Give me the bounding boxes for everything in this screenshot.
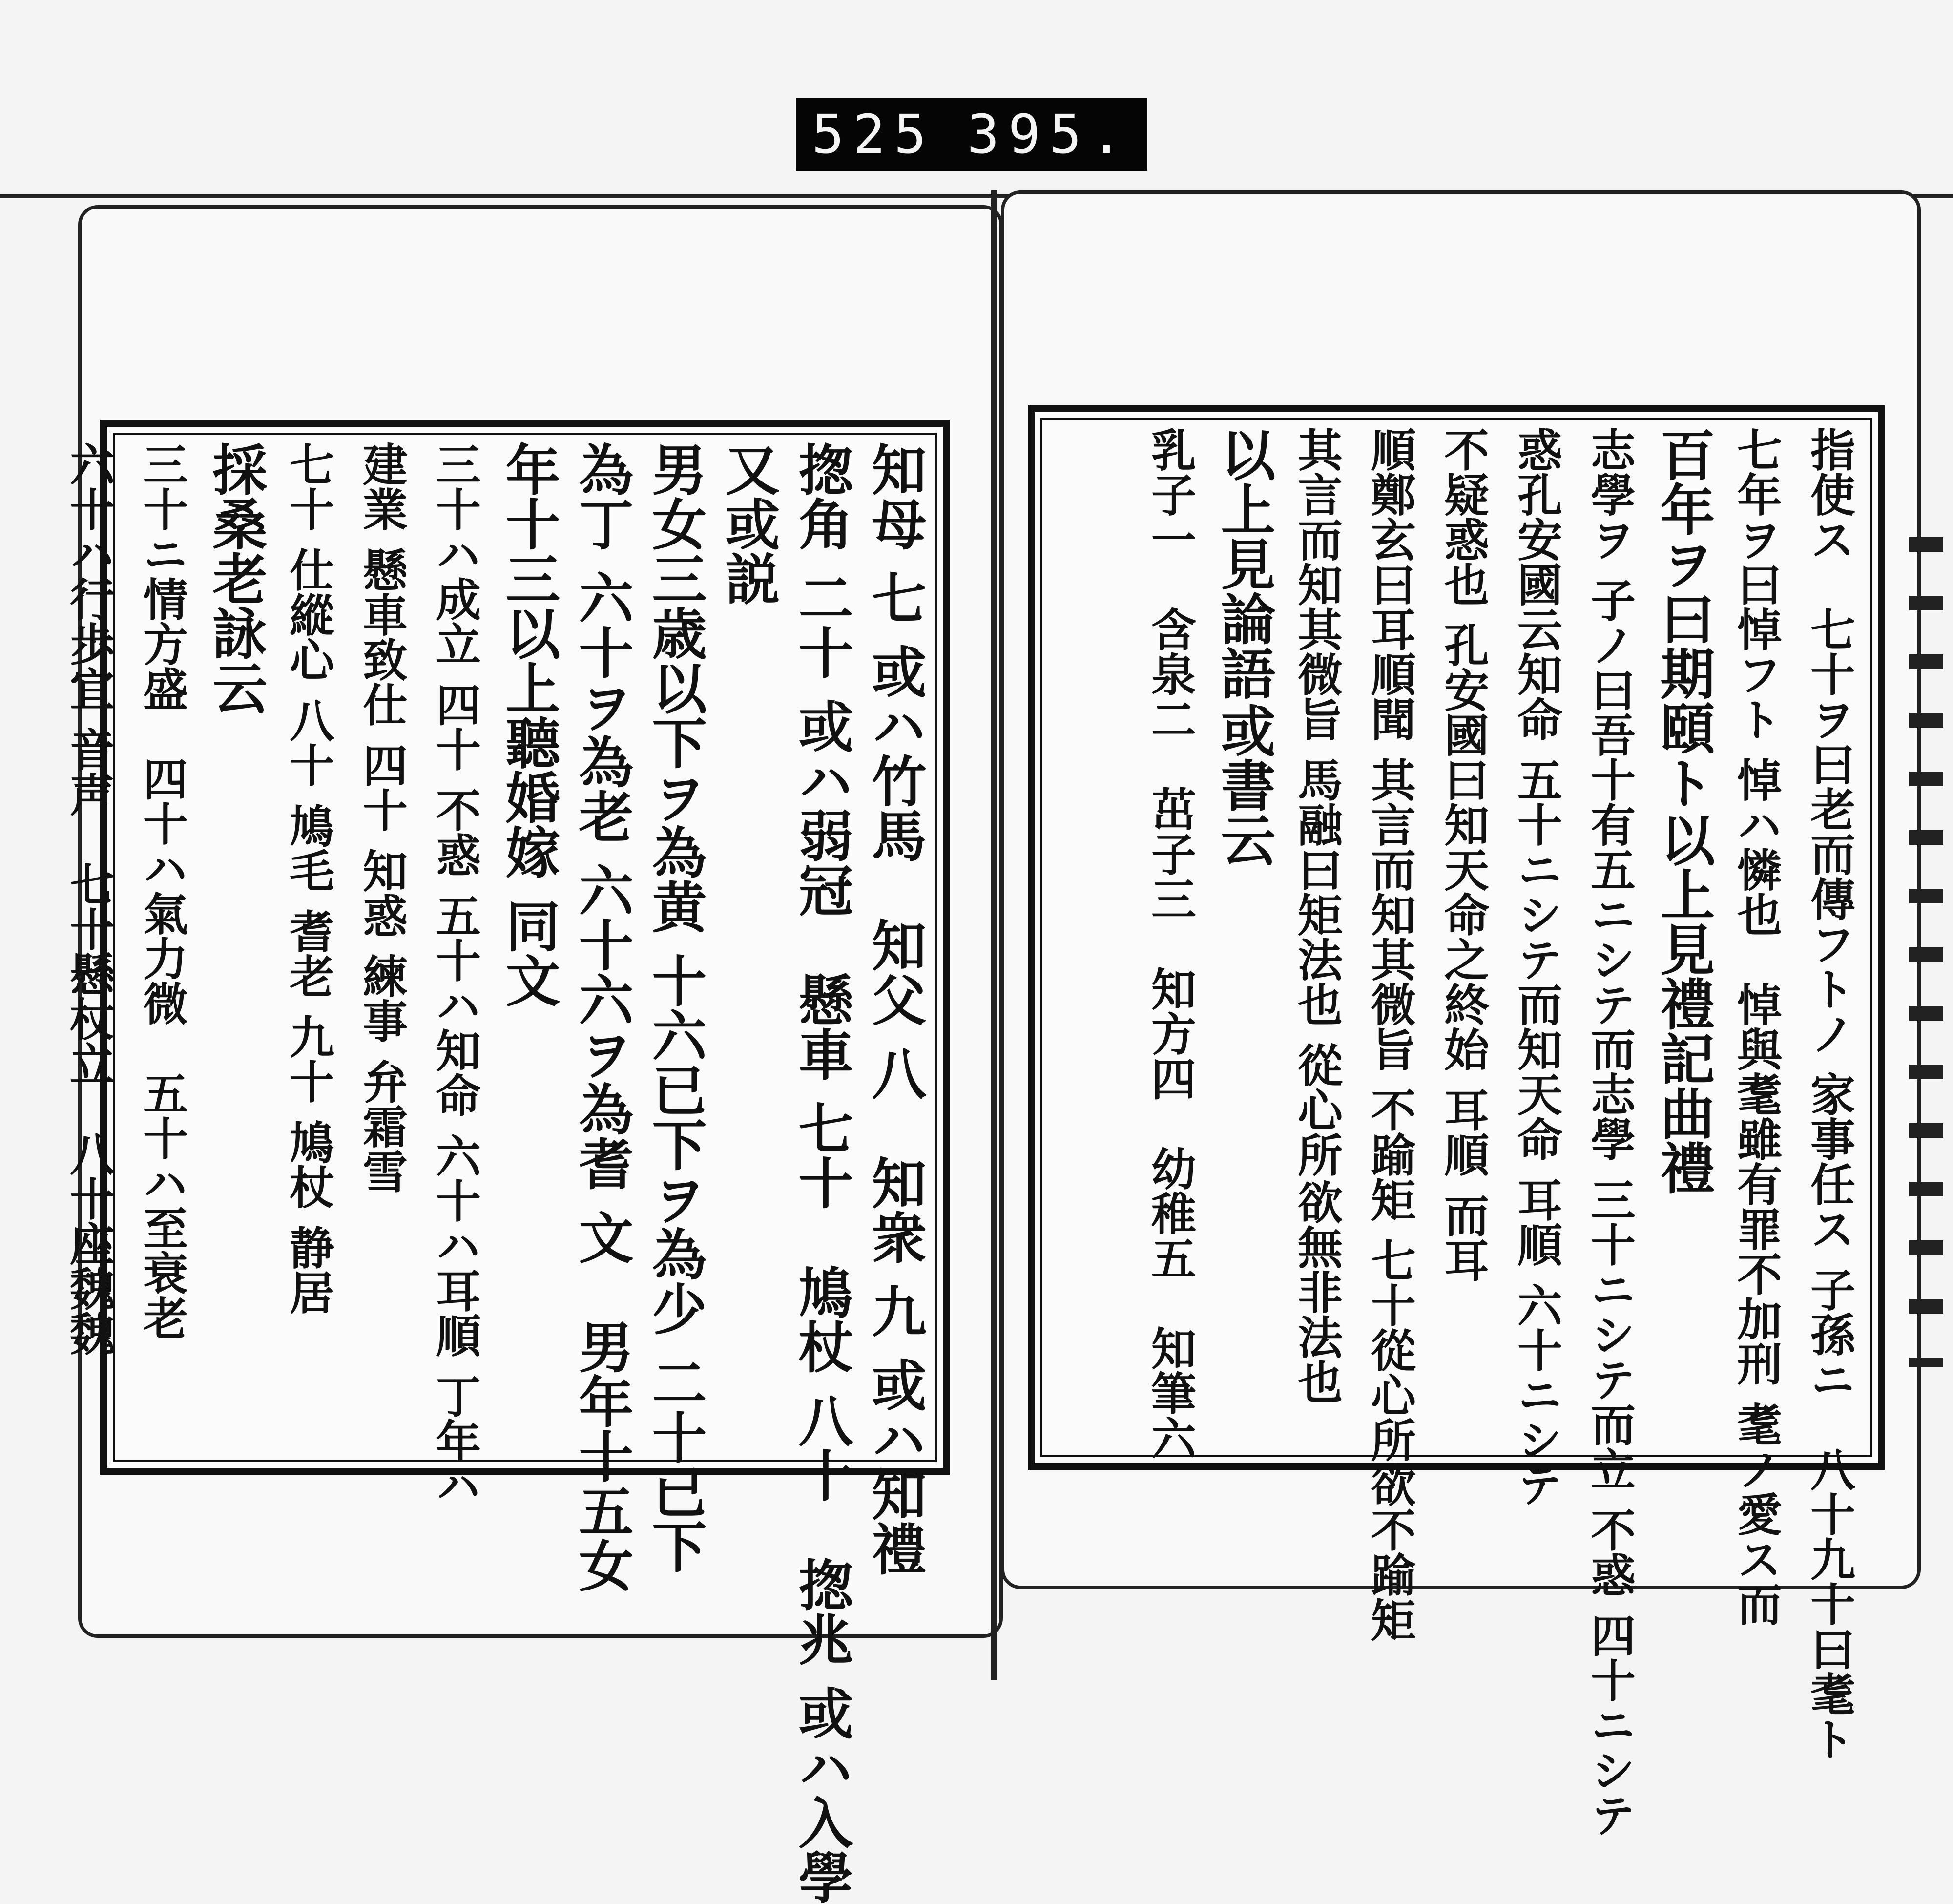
right-col-9: 其言而知其微旨 馬融曰矩法也 從心所 <box>1290 427 1343 1177</box>
right-col-11: 以上見論語 <box>1212 427 1276 700</box>
right-col-2: 七年ヲ曰悼フト 悼ハ憐也 悼與耄雖有罪不加刑 耄ノ愛ス而 <box>1730 427 1783 1627</box>
right-col-4: 以上見禮記曲禮 <box>1651 812 1715 1195</box>
left-page-text-block <box>62 420 950 1904</box>
right-col-3: 百年ヲ曰期頤ト <box>1651 427 1715 810</box>
archive-number-left: 525 <box>811 103 935 166</box>
left-col-3: 又或説 <box>716 441 780 606</box>
left-col-5: 為丁 六十ヲ為老 六十六ヲ為耆 文 男年十五女 <box>570 441 634 1592</box>
right-col-10: 欲無非法也 <box>1290 1179 1343 1404</box>
left-col-1: 知母 七 或ハ竹馬 知父 八 知衆 九 或ハ知禮 <box>863 441 927 1576</box>
left-col-11: 三十ニ情方盛 四十ハ氣力微 五十ハ至衰老 <box>136 441 188 1340</box>
left-col-6: 年十三以上聽婚嫁 同文 <box>497 441 561 1007</box>
right-col-13: 乳子一 含泉二 茁子三 知方四 幼稚五 知筆六 <box>1144 427 1197 1460</box>
left-col-4: 男女三歳以下ヲ為黄 十六已下ヲ為少 二十已下 <box>643 441 707 1573</box>
left-col-2: 揔角 二十 或ハ弱冠 懸車 七十 鳩杖 八十 揔兆 或ハ入學 <box>790 441 853 1904</box>
archive-number-right: 395. <box>967 103 1132 166</box>
left-col-9: 七十 仕縱心 八十 鳩毛 耆老 九十 鳩杖 静居 <box>282 441 335 1315</box>
right-col-8: 順鄭玄曰耳順聞 其言而知其微旨 不踰矩 七十從心所欲不踰矩 <box>1364 427 1416 1642</box>
right-col-7: 不疑惑也 孔安國曰知天命之終始 耳順 而耳 <box>1437 427 1490 1283</box>
archive-number-label <box>796 98 1147 171</box>
left-col-7: 三十ハ成立 四十 不惑 五十ハ知命 六十ハ耳順 丁年ハ <box>429 441 481 1508</box>
right-col-5: 志學ヲ 子ノ曰吾十有五ニシテ而志學 三十ニシテ而立 不惑 四十ニシテ <box>1583 427 1636 1838</box>
left-col-8: 建業 懸車致仕 四十 知惑 練事 弁霜雪 <box>355 441 408 1194</box>
right-col-1: 指使ス 七十ヲ曰老而傳フトノ 家事任ス 子孫ニ 八十九十曰耄ト <box>1803 427 1856 1761</box>
right-col-12: 或書云 <box>1212 703 1276 867</box>
left-col-12: 六十ハ行歩宜 音声 七十懸杖立 八十座魏魏 <box>62 441 115 1356</box>
right-col-6: 惑孔安國云知命 五十ニシテ而知天命 耳順 六十ニシテ <box>1510 427 1563 1507</box>
page-edge-marks <box>1909 537 1943 1367</box>
book-gutter <box>991 190 997 1680</box>
left-col-10: 採桑老詠云 <box>204 441 268 715</box>
right-page-text-block <box>1028 405 1885 1838</box>
